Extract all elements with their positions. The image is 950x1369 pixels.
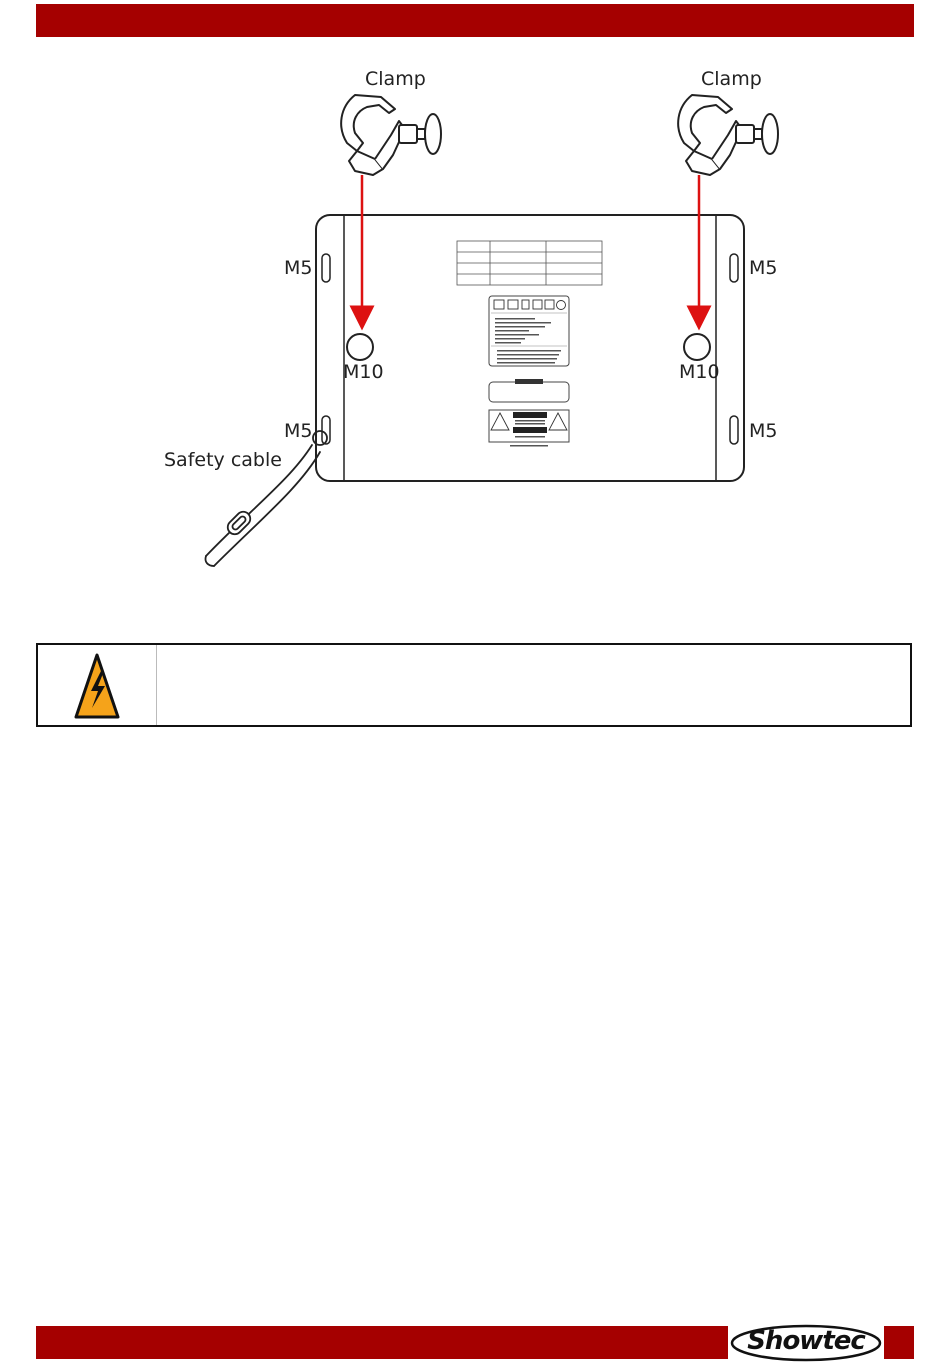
m5-top-right-label: M5 [749,257,778,279]
warning-label [489,410,569,447]
m5-bottom-left-label: M5 [284,420,313,442]
clamp-left-icon [341,95,441,175]
high-voltage-warning-icon [38,645,156,725]
m5-bottom-right-label: M5 [749,420,778,442]
serial-label [489,379,569,402]
showtec-logo [728,1322,884,1364]
m10-right-label: M10 [679,361,720,383]
m5-top-left-label: M5 [284,257,313,279]
m10-hole-left [347,334,373,360]
logo-text: Showtec [747,1326,865,1356]
warning-box [36,643,912,727]
clamp-right-icon [678,95,778,175]
clamp-left-label: Clamp [365,68,426,90]
m10-left-label: M10 [343,361,384,383]
clamp-right-label: Clamp [701,68,762,90]
mounting-drawing [0,0,950,620]
rating-label [489,296,569,366]
spec-table-label [457,241,602,285]
m10-hole-right [684,334,710,360]
safety-cable-label: Safety cable [164,449,282,471]
warning-icon-cell [38,645,157,725]
mounting-diagram [0,0,950,620]
